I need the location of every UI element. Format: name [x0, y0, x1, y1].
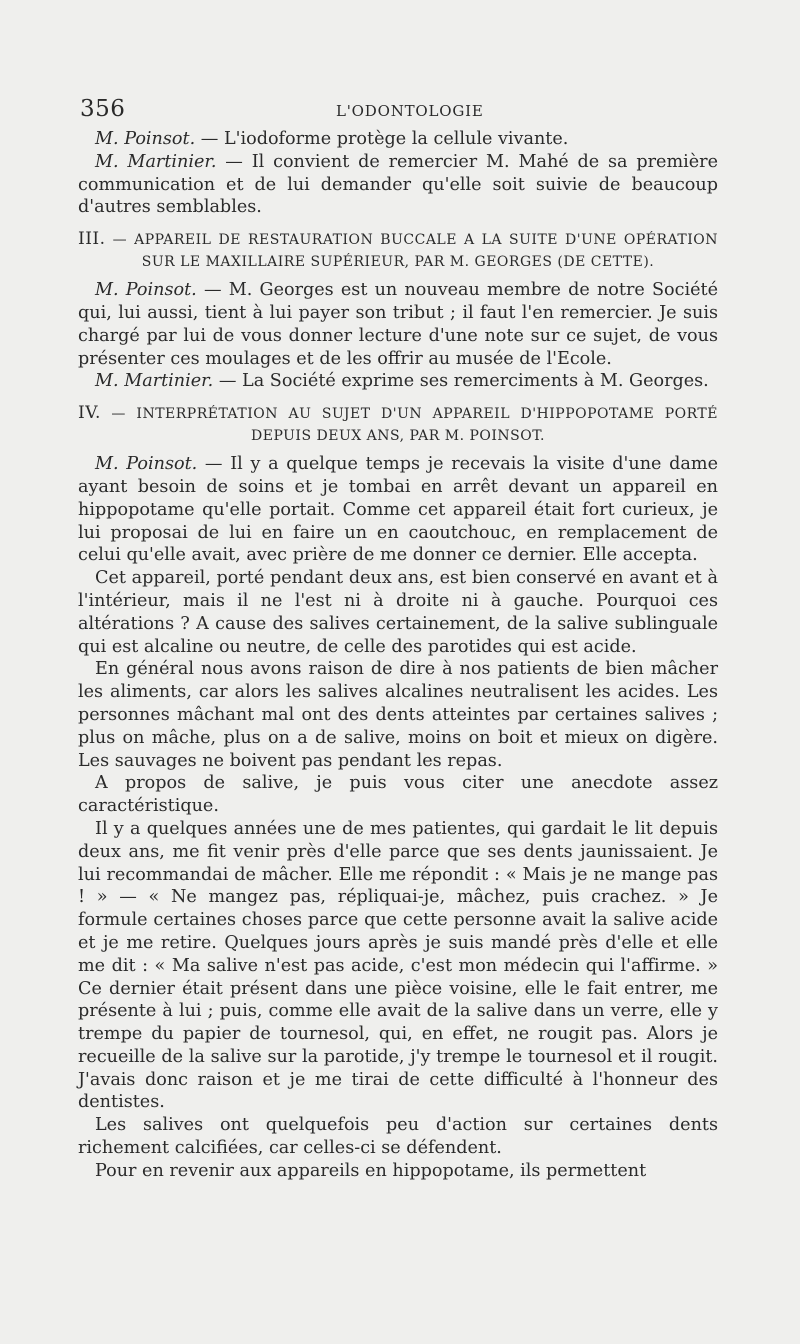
paragraph [78, 772, 718, 818]
speaker-name: M. Poinsot. [95, 454, 198, 475]
running-title: L'ODONTOLOGIE [336, 102, 484, 120]
paragraph-text: Pour en revenir aux appareils en hippopotame, ils permettent [95, 1160, 647, 1181]
paragraph-text: En général nous avons raison de dire à nos patients de bien mâcher les aliments, car alors les salives alcalines neutralisent les acides. Les personnes mâchant mal ont des dents atteintes par certaines salives ; plus on mâche, plus on a de salive, moins on boit et mieux on digère. Les sauvages ne boivent pas pendant les repas. [78, 659, 718, 771]
paragraph [78, 151, 718, 219]
paragraph [78, 818, 718, 1114]
paragraph-text: — Il y a quelque temps je recevais la visite d'une dame ayant besoin de soins et je tombai en arrêt devant un appareil en hippopotame qu'elle portait. Comme cet appareil était fort curieux, je lui proposai de lui en faire un en caoutchouc, en remplacement de celui qu'elle avait, avec prière de me donner ce dernier. Elle accepta. [78, 454, 718, 566]
document-body [78, 128, 718, 1183]
section-title-line2: DEPUIS DEUX ANS, PAR M. POINSOT. [251, 428, 545, 445]
section-title-line1: — APPAREIL DE RESTAURATION BUCCALE A LA SUITE D'UNE OPÉRATION [105, 232, 718, 249]
paragraph-text: — L'iodoforme protège la cellule vivante. [195, 129, 569, 149]
paragraph-text: — M. Georges est un nouveau membre de notre Société qui, lui aussi, tient à lui payer son tribut ; il faut l'en remercier. Je suis chargé par lui de vous donner lecture d'une note sur ce sujet, de vous présenter ces moulages et de les offrir au musée de l'Ecole. [78, 280, 718, 369]
section-heading-iii [78, 228, 718, 273]
paragraph [78, 1114, 718, 1160]
paragraph-text: Cet appareil, porté pendant deux ans, est bien conservé en avant et à l'intérieur, mais il ne l'est ni à droite ni à gauche. Pourquoi ces altérations ? A cause des salives certainement, de la salive sublinguale qui est alcaline ou neutre, de celle des parotides qui est acide. [78, 568, 718, 657]
section-title-line1: — INTERPRÉTATION AU SUJET D'UN APPAREIL D'HIPPOPOTAME PORTÉ [100, 406, 718, 423]
paragraph [78, 658, 718, 772]
page-number: 356 [80, 96, 126, 122]
speaker-name: M. Martinier. [95, 371, 214, 392]
paragraph-text: — La Société exprime ses remerciments à M. Georges. [213, 371, 709, 392]
paragraph [78, 279, 718, 370]
section-number: III. [78, 229, 106, 250]
section-number: IV. [78, 403, 101, 424]
paragraph-text: A propos de salive, je puis vous citer une anecdote assez caractéristique. [78, 773, 718, 817]
page-header [78, 92, 718, 128]
speaker-name: M. Martinier. [95, 151, 217, 172]
section-title-line2: SUR LE MAXILLAIRE SUPÉRIEUR, PAR M. GEORGES (DE CETTE). [141, 254, 655, 271]
paragraph [78, 453, 718, 567]
paragraph [78, 567, 718, 658]
paragraph [78, 128, 718, 151]
paragraph [78, 1160, 718, 1183]
paragraph [78, 370, 718, 393]
document-page [78, 92, 718, 1183]
speaker-name: M. Poinsot. [95, 280, 197, 301]
section-heading-iv [78, 402, 718, 447]
speaker-name: M. Poinsot. [95, 129, 196, 149]
paragraph-text: — Il convient de remercier M. Mahé de sa première communication et de lui demander qu'elle soit suivie de beaucoup d'autres semblables. [78, 151, 718, 218]
paragraph-text: Les salives ont quelquefois peu d'action sur certaines dents richement calcifiées, car celles-ci se défendent. [78, 1115, 718, 1159]
paragraph-text: Il y a quelques années une de mes patientes, qui gardait le lit depuis deux ans, me fit venir près d'elle parce que ses dents jaunissaient. Je lui recommandai de mâcher. Elle me répondit : « Mais je ne mange pas ! » — « Ne mangez pas, répliquai-je, mâchez, puis crachez. » Je formule certaines choses parce que cette personne avait la salive acide et je me retire. Quelques jours après je suis mandé près d'elle et elle me dit : « Ma salive n'est pas acide, c'est mon médecin qui l'affirme. » Ce dernier était présent dans une pièce voisine, elle le fait entrer, me présente à lui ; puis, comme elle avait de la salive dans un verre, elle y trempe du papier de tournesol, qui, en effet, ne rougit pas. Alors je recueille de la salive sur la parotide, j'y trempe le tournesol et il rougit. J'avais donc raison et je me tirai de cette difficulté à l'honneur des dentistes. [78, 818, 718, 1113]
